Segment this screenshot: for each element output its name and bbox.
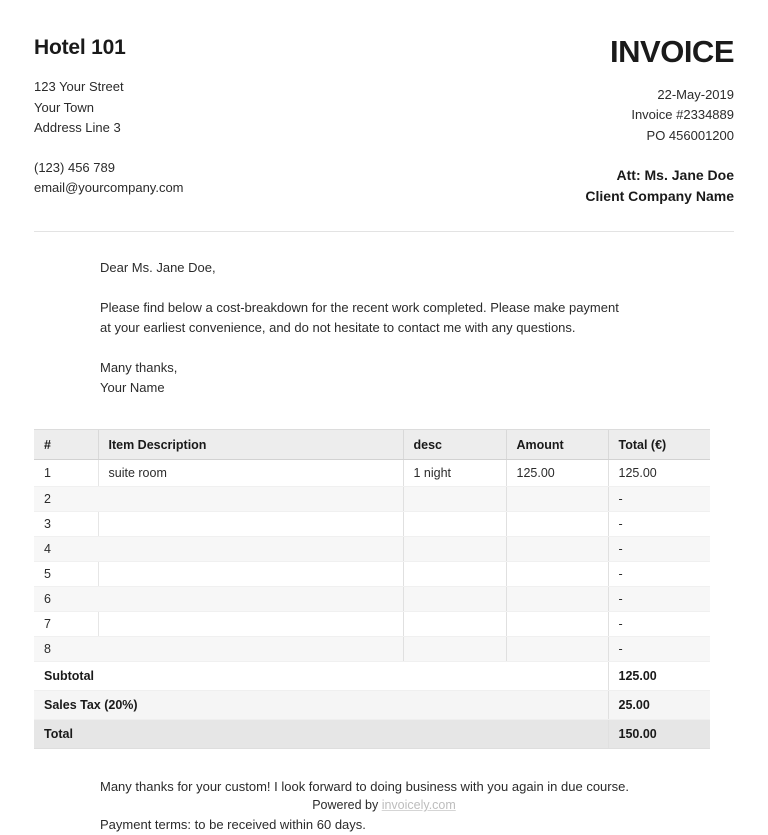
- table-row[interactable]: [34, 612, 710, 637]
- phone-number: (123) 456 789: [34, 159, 115, 175]
- cell-description[interactable]: suite room: [98, 460, 403, 487]
- table-row[interactable]: [34, 537, 710, 562]
- subtotal-row: [34, 662, 710, 691]
- invoice-meta-block: [384, 36, 734, 207]
- po-number: PO 456001200: [646, 127, 734, 143]
- letter-body-line-1: Please find below a cost-breakdown for the recent work completed. Please make payment: [100, 300, 619, 316]
- cell-desc[interactable]: [403, 562, 506, 587]
- grand-total-value: 150.00: [608, 720, 710, 749]
- cell-number: 5: [34, 562, 98, 587]
- closing-notes: [34, 749, 734, 835]
- table-row[interactable]: [34, 512, 710, 537]
- recipient-block: [384, 165, 734, 207]
- cell-desc[interactable]: [403, 587, 506, 612]
- table-row[interactable]: [34, 562, 710, 587]
- letter-gap-2: [100, 338, 734, 358]
- cell-amount[interactable]: [506, 512, 608, 537]
- cell-description[interactable]: [98, 512, 403, 537]
- cell-desc[interactable]: [403, 487, 506, 512]
- cell-desc[interactable]: 1 night: [403, 460, 506, 487]
- address-line-2: Your Town: [34, 99, 94, 115]
- cell-total: -: [608, 587, 710, 612]
- cell-desc[interactable]: [403, 637, 506, 662]
- cell-number: 7: [34, 612, 98, 637]
- cell-total: -: [608, 637, 710, 662]
- cell-number: 4: [34, 537, 98, 562]
- cell-total: -: [608, 612, 710, 637]
- sales-tax-label: Sales Tax (20%): [34, 691, 608, 720]
- payment-terms: Payment terms: to be received within 60 days.: [100, 817, 366, 833]
- cell-description[interactable]: [98, 612, 403, 637]
- cell-amount[interactable]: [506, 587, 608, 612]
- cell-desc[interactable]: [403, 612, 506, 637]
- sales-tax-value: 25.00: [608, 691, 710, 720]
- cell-amount[interactable]: 125.00: [506, 460, 608, 487]
- letter-sender-name: Your Name: [100, 380, 165, 396]
- cell-amount[interactable]: [506, 562, 608, 587]
- table-row[interactable]: [34, 637, 710, 662]
- company-name: Hotel 101: [34, 36, 126, 59]
- column-header-number: #: [34, 430, 98, 460]
- cell-amount[interactable]: [506, 537, 608, 562]
- cell-amount[interactable]: [506, 612, 608, 637]
- line-items-table: [34, 429, 710, 749]
- sender-contact: [34, 158, 384, 199]
- letter-sign-off: Many thanks,: [100, 360, 178, 376]
- cell-number: 6: [34, 587, 98, 612]
- page-title: INVOICE: [610, 34, 734, 69]
- letter-body-line-2: at your earliest convenience, and do not hesitate to contact me with any questions.: [100, 320, 576, 336]
- letter-body: [34, 232, 734, 398]
- table-body: [34, 460, 710, 749]
- table-row[interactable]: [34, 487, 710, 512]
- cell-total: -: [608, 537, 710, 562]
- column-header-total: Total (€): [608, 430, 710, 460]
- cell-total: 125.00: [608, 460, 710, 487]
- grand-total-label: Total: [34, 720, 608, 749]
- table-header-row: [34, 430, 710, 460]
- address-line-3: Address Line 3: [34, 120, 121, 136]
- invoice-date: 22-May-2019: [657, 86, 734, 102]
- cell-total: -: [608, 487, 710, 512]
- cell-number: 2: [34, 487, 98, 512]
- recipient-company: Client Company Name: [585, 188, 734, 205]
- line-items-table-wrapper: [34, 429, 734, 749]
- invoice-meta: [384, 85, 734, 147]
- cell-amount[interactable]: [506, 637, 608, 662]
- column-header-desc: desc: [403, 430, 506, 460]
- recipient-attention: Att: Ms. Jane Doe: [616, 167, 734, 184]
- sender-address: [34, 77, 384, 139]
- cell-description[interactable]: [98, 637, 403, 662]
- cell-description[interactable]: [98, 562, 403, 587]
- grand-total-row: [34, 720, 710, 749]
- sender-block: [34, 36, 384, 199]
- closing-thanks: Many thanks for your custom! I look forward to doing business with you again in due course.: [100, 779, 629, 795]
- cell-description[interactable]: [98, 487, 403, 512]
- cell-desc[interactable]: [403, 537, 506, 562]
- sales-tax-row: [34, 691, 710, 720]
- table-row[interactable]: [34, 460, 710, 487]
- cell-total: -: [608, 512, 710, 537]
- column-header-description: Item Description: [98, 430, 403, 460]
- address-line-1: 123 Your Street: [34, 79, 124, 95]
- subtotal-value: 125.00: [608, 662, 710, 691]
- cell-description[interactable]: [98, 537, 403, 562]
- table-head: [34, 430, 710, 460]
- column-header-amount: Amount: [506, 430, 608, 460]
- cell-number: 1: [34, 460, 98, 487]
- cell-description[interactable]: [98, 587, 403, 612]
- cell-number: 3: [34, 512, 98, 537]
- invoicely-link[interactable]: invoicely.com: [381, 798, 456, 812]
- invoice-header: [34, 0, 734, 207]
- email-address: email@yourcompany.com: [34, 180, 184, 196]
- powered-by-label: Powered by: [312, 798, 382, 812]
- cell-total: -: [608, 562, 710, 587]
- table-row[interactable]: [34, 587, 710, 612]
- powered-by-footer: [0, 798, 768, 812]
- cell-amount[interactable]: [506, 487, 608, 512]
- subtotal-label: Subtotal: [34, 662, 608, 691]
- cell-number: 8: [34, 637, 98, 662]
- cell-desc[interactable]: [403, 512, 506, 537]
- invoice-number: Invoice #2334889: [631, 107, 734, 123]
- letter-salutation: Dear Ms. Jane Doe,: [100, 260, 216, 276]
- letter-gap-1: [100, 278, 734, 298]
